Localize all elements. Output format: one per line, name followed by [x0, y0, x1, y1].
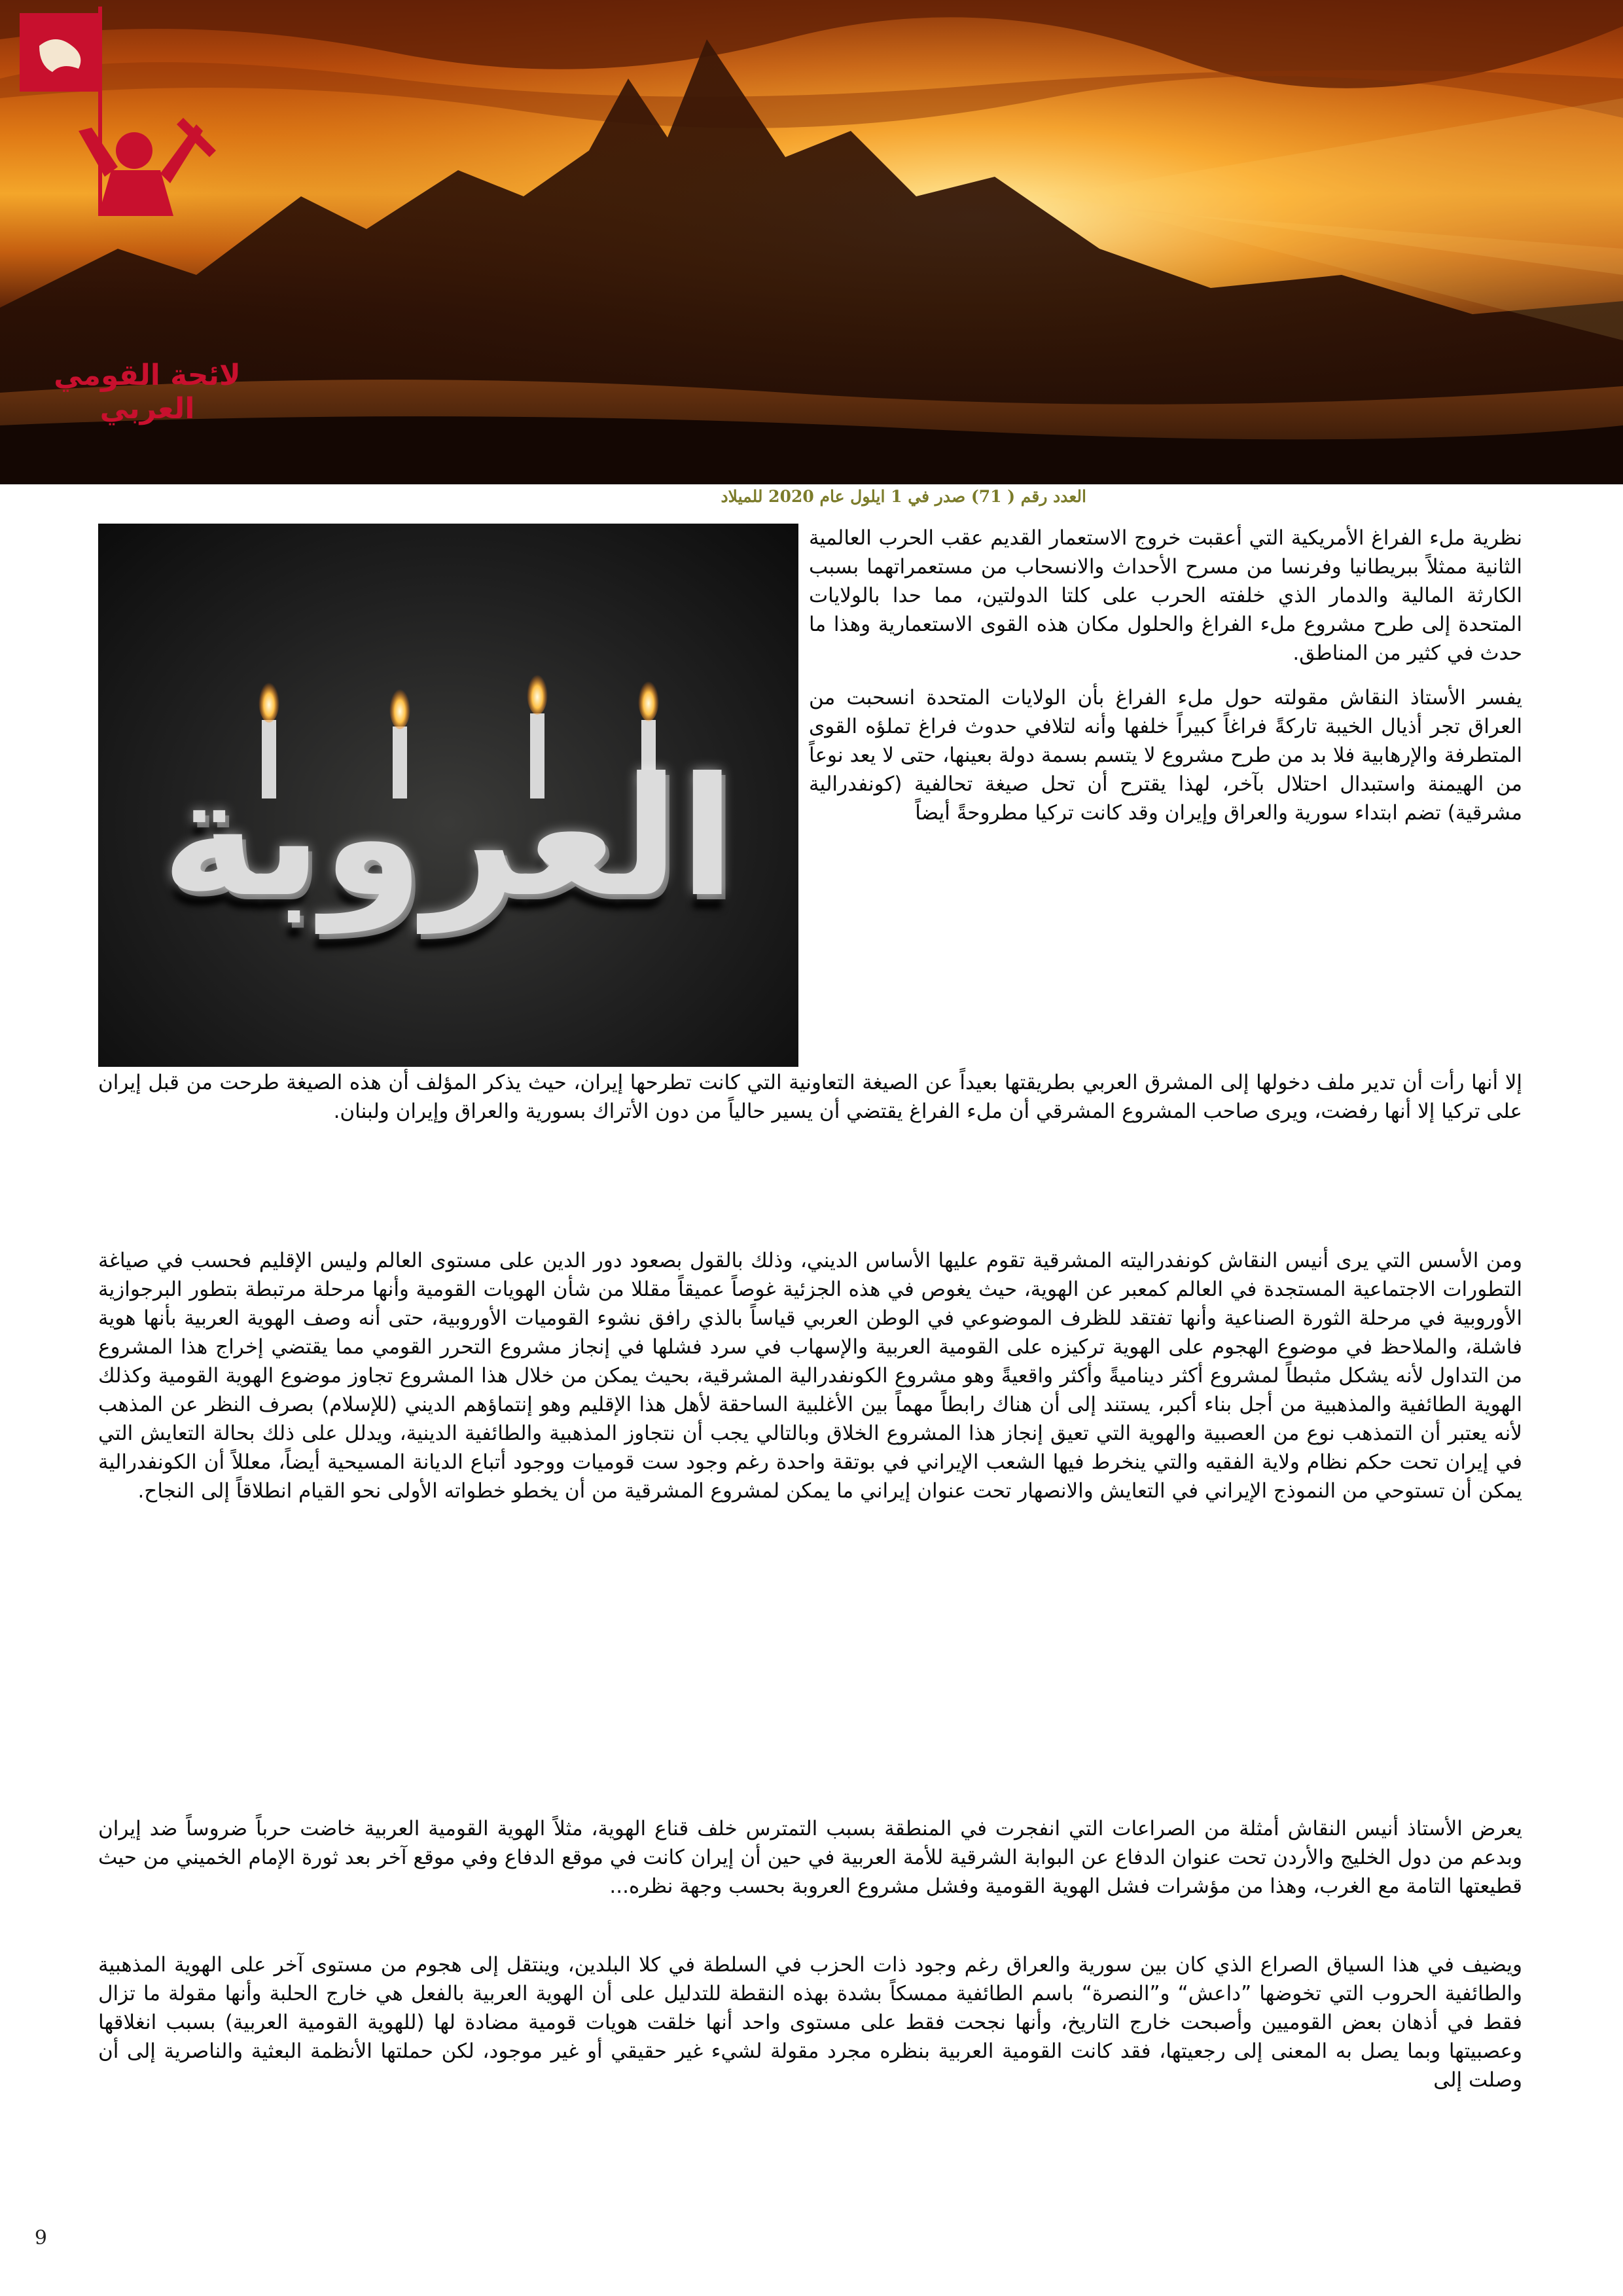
page-number: 9: [34, 2227, 47, 2250]
logo-icon: [0, 0, 249, 275]
issue-line: العدد رقم ( 71) صدر في 1 ايلول عام 2020 للميلاد: [721, 487, 1086, 506]
article-column-top: [809, 524, 1522, 1080]
paragraph-2-start: يفسر الأستاذ النقاش مقولته حول ملء الفراغ بأن الولايات المتحدة انسحبت من العراق تجر أذيال الخيبة تاركةً فراغاً كبيراً خلفها وأنه لتلافي حدوث فراغ تملؤه القوى المتطرفة والإرهابية فلا بد من طرح مشروع لا يتسم بسمة دولة بعينها، حتى لا يعد نوعاً من الهيمنة واستبدال احتلال بآخر، لهذا يقترح أن تحل صيغة تحالفية (كونفدرالية مشرقية) تضم ابتداء سورية والعراق وإيران وقد كانت تركيا مطروحةً أيضاً: [809, 686, 1522, 825]
logo-caption: لائحة القومي العربي: [54, 359, 241, 425]
header-banner: [0, 0, 1623, 484]
paragraph-2-continued: إلا أنها رأت أن تدير ملف دخولها إلى المشرق العربي بطريقتها بعيداً عن الصيغة التعاونية التي كانت تطرحها إيران، حيث يذكر المؤلف أن هذه الصيغة طرحت من قبل إيران على تركيا إلا أنها رفضت، ويرى صاحب المشروع المشرقي أن ملء الفراغ يقتضي أن يسير حالياً من دون الأتراك بسورية والعراق وإيران ولبنان.: [98, 1071, 1522, 1123]
paragraph-5: ويضيف في هذا السياق الصراع الذي كان بين سورية والعراق رغم وجود ذات الحزب في السلطة في كلا البلدين، وينتقل إلى هجوم من مستوى آخر على الهوية المذهبية والطائفية الحروب التي تخوضها ”داعش“ و”النصرة“ باسم الطائفية ممسكاً بشدة بهذه النقطة للتدليل على أن الهوية العربية بالفعل هي خارج الحلبة وأنها مقولة ما تزال فقط في أذهان بعض القوميين وأصبحت خارج التاريخ، وأنها نجحت فقط على مستوى واحد أنها خلقت هويات قومية مضادة لها (للهوية القومية العربية) بسبب انغلاقها وعصبيتها وبما يصل به المعنى إلى رجعيتها، فقد كانت القومية العربية بنظره مجرد مقولة لشيء غير حقيقي أو غير موجود، لكن حملتها الأنظمة البعثية والناصرية إلى أن وصلت إلى: [98, 1953, 1522, 2092]
article-image: [98, 524, 798, 1067]
paragraph-4: يعرض الأستاذ أنيس النقاش أمثلة من الصراعات التي انفجرت في المنطقة بسبب التمترس خلف قناع الهوية، مثلاً الهوية القومية العربية خاضت حرباً ضروساً ضد إيران وبدعم من دول الخليج والأردن تحت عنوان الدفاع عن البوابة الشرقية للأمة العربية في حين أن إيران كانت في موقع الدفاع وفي موقع آخر بعد ثورة الإمام الخميني من حيث قطيعتها التامة مع الغرب، وهذا من مؤشرات فشل الهوية القومية وفشل مشروع العروبة بحسب وجهة نظره...: [98, 1817, 1522, 1898]
image-title-word: العروبة: [161, 742, 736, 933]
paragraph-1: نظرية ملء الفراغ الأمريكية التي أعقبت خروج الاستعمار القديم عقب الحرب العالمية الثانية ممثلاً ببريطانيا وفرنسا من مسرح الأحداث والانسحاب من مستعمراتهما بسبب الكارثة المالية والدمار الذي خلفته الحرب على كلتا الدولتين، مما حدا بالولايات المتحدة إلى طرح مشروع ملء الفراغ والحلول مكان هذه القوى الاستعمارية وهذا ما حدث في كثير من المناطق.: [809, 526, 1522, 665]
paragraph-3: ومن الأسس التي يرى أنيس النقاش كونفدراليته المشرقية تقوم عليها الأساس الديني، وذلك بالقول بصعود دور الدين على مستوى العالم وليس الإقليم فحسب في صياغة التطورات الاجتماعية المستجدة في العالم كمعبر عن الهوية، حيث يغوص في هذه الجزئية غوصاً عميقاً مقللا من شأن الهويات القومية وأنها مرحلة مرتبطة بتطور البرجوازية الأوروبية في مرحلة الثورة الصناعية وأنها تفتقد للظرف الموضوعي في الوطن العربي قياساً بالذي رافق نشوء القوميات الأوروبية، حتى أنه وصف الهوية العربية بأنها هوية فاشلة، والملاحظ في موضوع الهجوم على الهوية تركيزه على القومية العربية والإسهاب في سرد فشلها في إنجاز مشروع التحرر القومي مما يقتضي إخراج هذا المشروع من التداول لأنه يشكل مثبطاً لمشروع أكثر ديناميةً وأكثر واقعيةً وهو مشروع الكونفدرالية المشرقية، بحيث يمكن من خلال هذا المشروع تجاوز موضوع الهوية القومية وكذلك الهوية الطائفية والمذهبية من أجل بناء أكبر، يستند إلى أن هناك رابطاً مهماً بين الأغلبية الساحقة لأهل هذا الإقليم وهو إنتماؤهم الديني (للإسلام) بصرف النظر عن المذهب لأنه يعتبر أن التمذهب نوع من العصبية والهوية التي تعيق إنجاز هذا المشروع الخلاق وبالتالي يجب أن نتجاوز المذهبية والطائفية الدينية، ويدلل على ذلك بحالة التعايش التي في إيران تحت حكم نظام ولاية الفقيه والتي ينخرط فيها الشعب الإيراني في بوتقة واحدة رغم وجود ست قوميات ووجود أتباع الديانة المسيحية أيضاً، معللاً أن الكونفدرالية يمكن أن تستوحي من النموذج الإيراني في التعايش والانصهار تحت عنوان إيراني ما يمكن لمشروع المشرقية من أن يخطو خطواته الأولى نحو القيام انطلاقاً إلى النجاح.: [98, 1249, 1522, 1503]
